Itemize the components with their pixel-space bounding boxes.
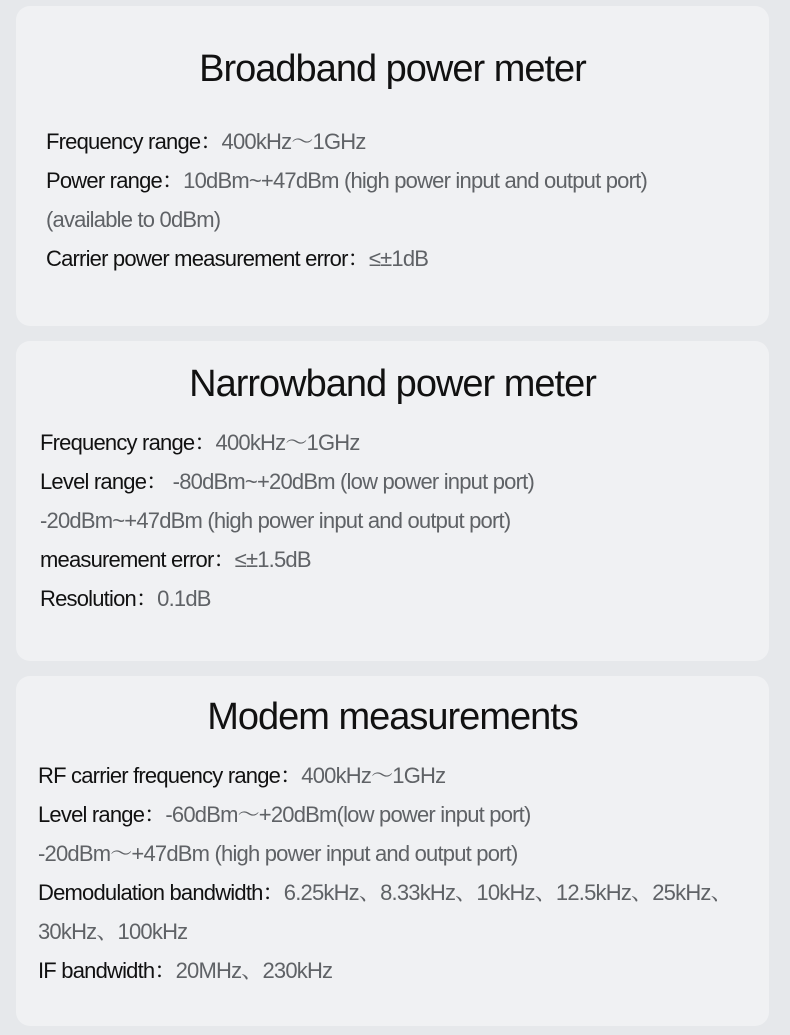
section-title: Narrowband power meter: [189, 363, 596, 405]
spec-value: 400kHz～1GHz: [301, 763, 446, 788]
spec-value: -20dBm~+47dBm (high power input and output port): [40, 508, 511, 533]
spec-line-power-range-continued: [46, 200, 759, 239]
spec-value: ≤±1dB: [368, 246, 429, 271]
spec-list: [38, 756, 759, 990]
spec-label: Power range：: [46, 168, 184, 193]
modem-measurements-card: [16, 676, 769, 1026]
spec-value: (available to 0dBm): [46, 207, 221, 232]
spec-value: 20MHz、230kHz: [175, 958, 333, 983]
spec-label: Demodulation bandwidth：: [38, 880, 284, 905]
spec-line-if-bandwidth: [38, 951, 759, 990]
spec-label: IF bandwidth：: [38, 958, 176, 983]
spec-line-level-range: [40, 462, 759, 501]
spec-value: -20dBm～+47dBm (high power input and output port): [38, 841, 518, 866]
spec-line-rf-carrier-frequency-range: [38, 756, 759, 795]
section-title: Modem measurements: [207, 696, 578, 738]
section-title: Broadband power meter: [199, 48, 586, 90]
spec-line-resolution: [40, 579, 759, 618]
spec-label: Level range：: [40, 469, 168, 494]
narrowband-power-meter-card: [16, 341, 769, 661]
spec-label: Resolution：: [40, 586, 158, 611]
spec-value: 10dBm~+47dBm (high power input and output port): [183, 168, 647, 193]
spec-label: RF carrier frequency range：: [38, 763, 302, 788]
spec-line-carrier-power-error: [46, 239, 759, 278]
spec-value: ≤±1.5dB: [234, 547, 311, 572]
spec-line-demodulation-bandwidth: [38, 873, 759, 912]
spec-line-level-range-continued: [38, 834, 759, 873]
spec-label: Level range：: [38, 802, 166, 827]
spec-line-measurement-error: [40, 540, 759, 579]
spec-value: -80dBm~+20dBm (low power input port): [167, 469, 534, 494]
spec-label: Frequency range：: [46, 129, 222, 154]
spec-label: Carrier power measurement error：: [46, 246, 369, 271]
spec-line-frequency-range: [46, 122, 759, 161]
spec-value: 400kHz～1GHz: [215, 430, 360, 455]
spec-value: 400kHz～1GHz: [221, 129, 366, 154]
spec-value: -60dBm～+20dBm(low power input port): [165, 802, 531, 827]
spec-label: measurement error：: [40, 547, 235, 572]
spec-value: 0.1dB: [157, 586, 211, 611]
spec-line-frequency-range: [40, 423, 759, 462]
broadband-power-meter-card: [16, 6, 769, 326]
spec-line-level-range: [38, 795, 759, 834]
spec-line-power-range: [46, 161, 759, 200]
spec-label: Frequency range：: [40, 430, 216, 455]
spec-line-level-range-continued: [40, 501, 759, 540]
spec-list: [40, 423, 759, 618]
spec-list: [46, 122, 759, 278]
spec-value: 30kHz、100kHz: [38, 919, 188, 944]
spec-line-demodulation-bandwidth-continued: [38, 912, 759, 951]
spec-value: 6.25kHz、8.33kHz、10kHz、12.5kHz、25kHz、: [283, 880, 732, 905]
